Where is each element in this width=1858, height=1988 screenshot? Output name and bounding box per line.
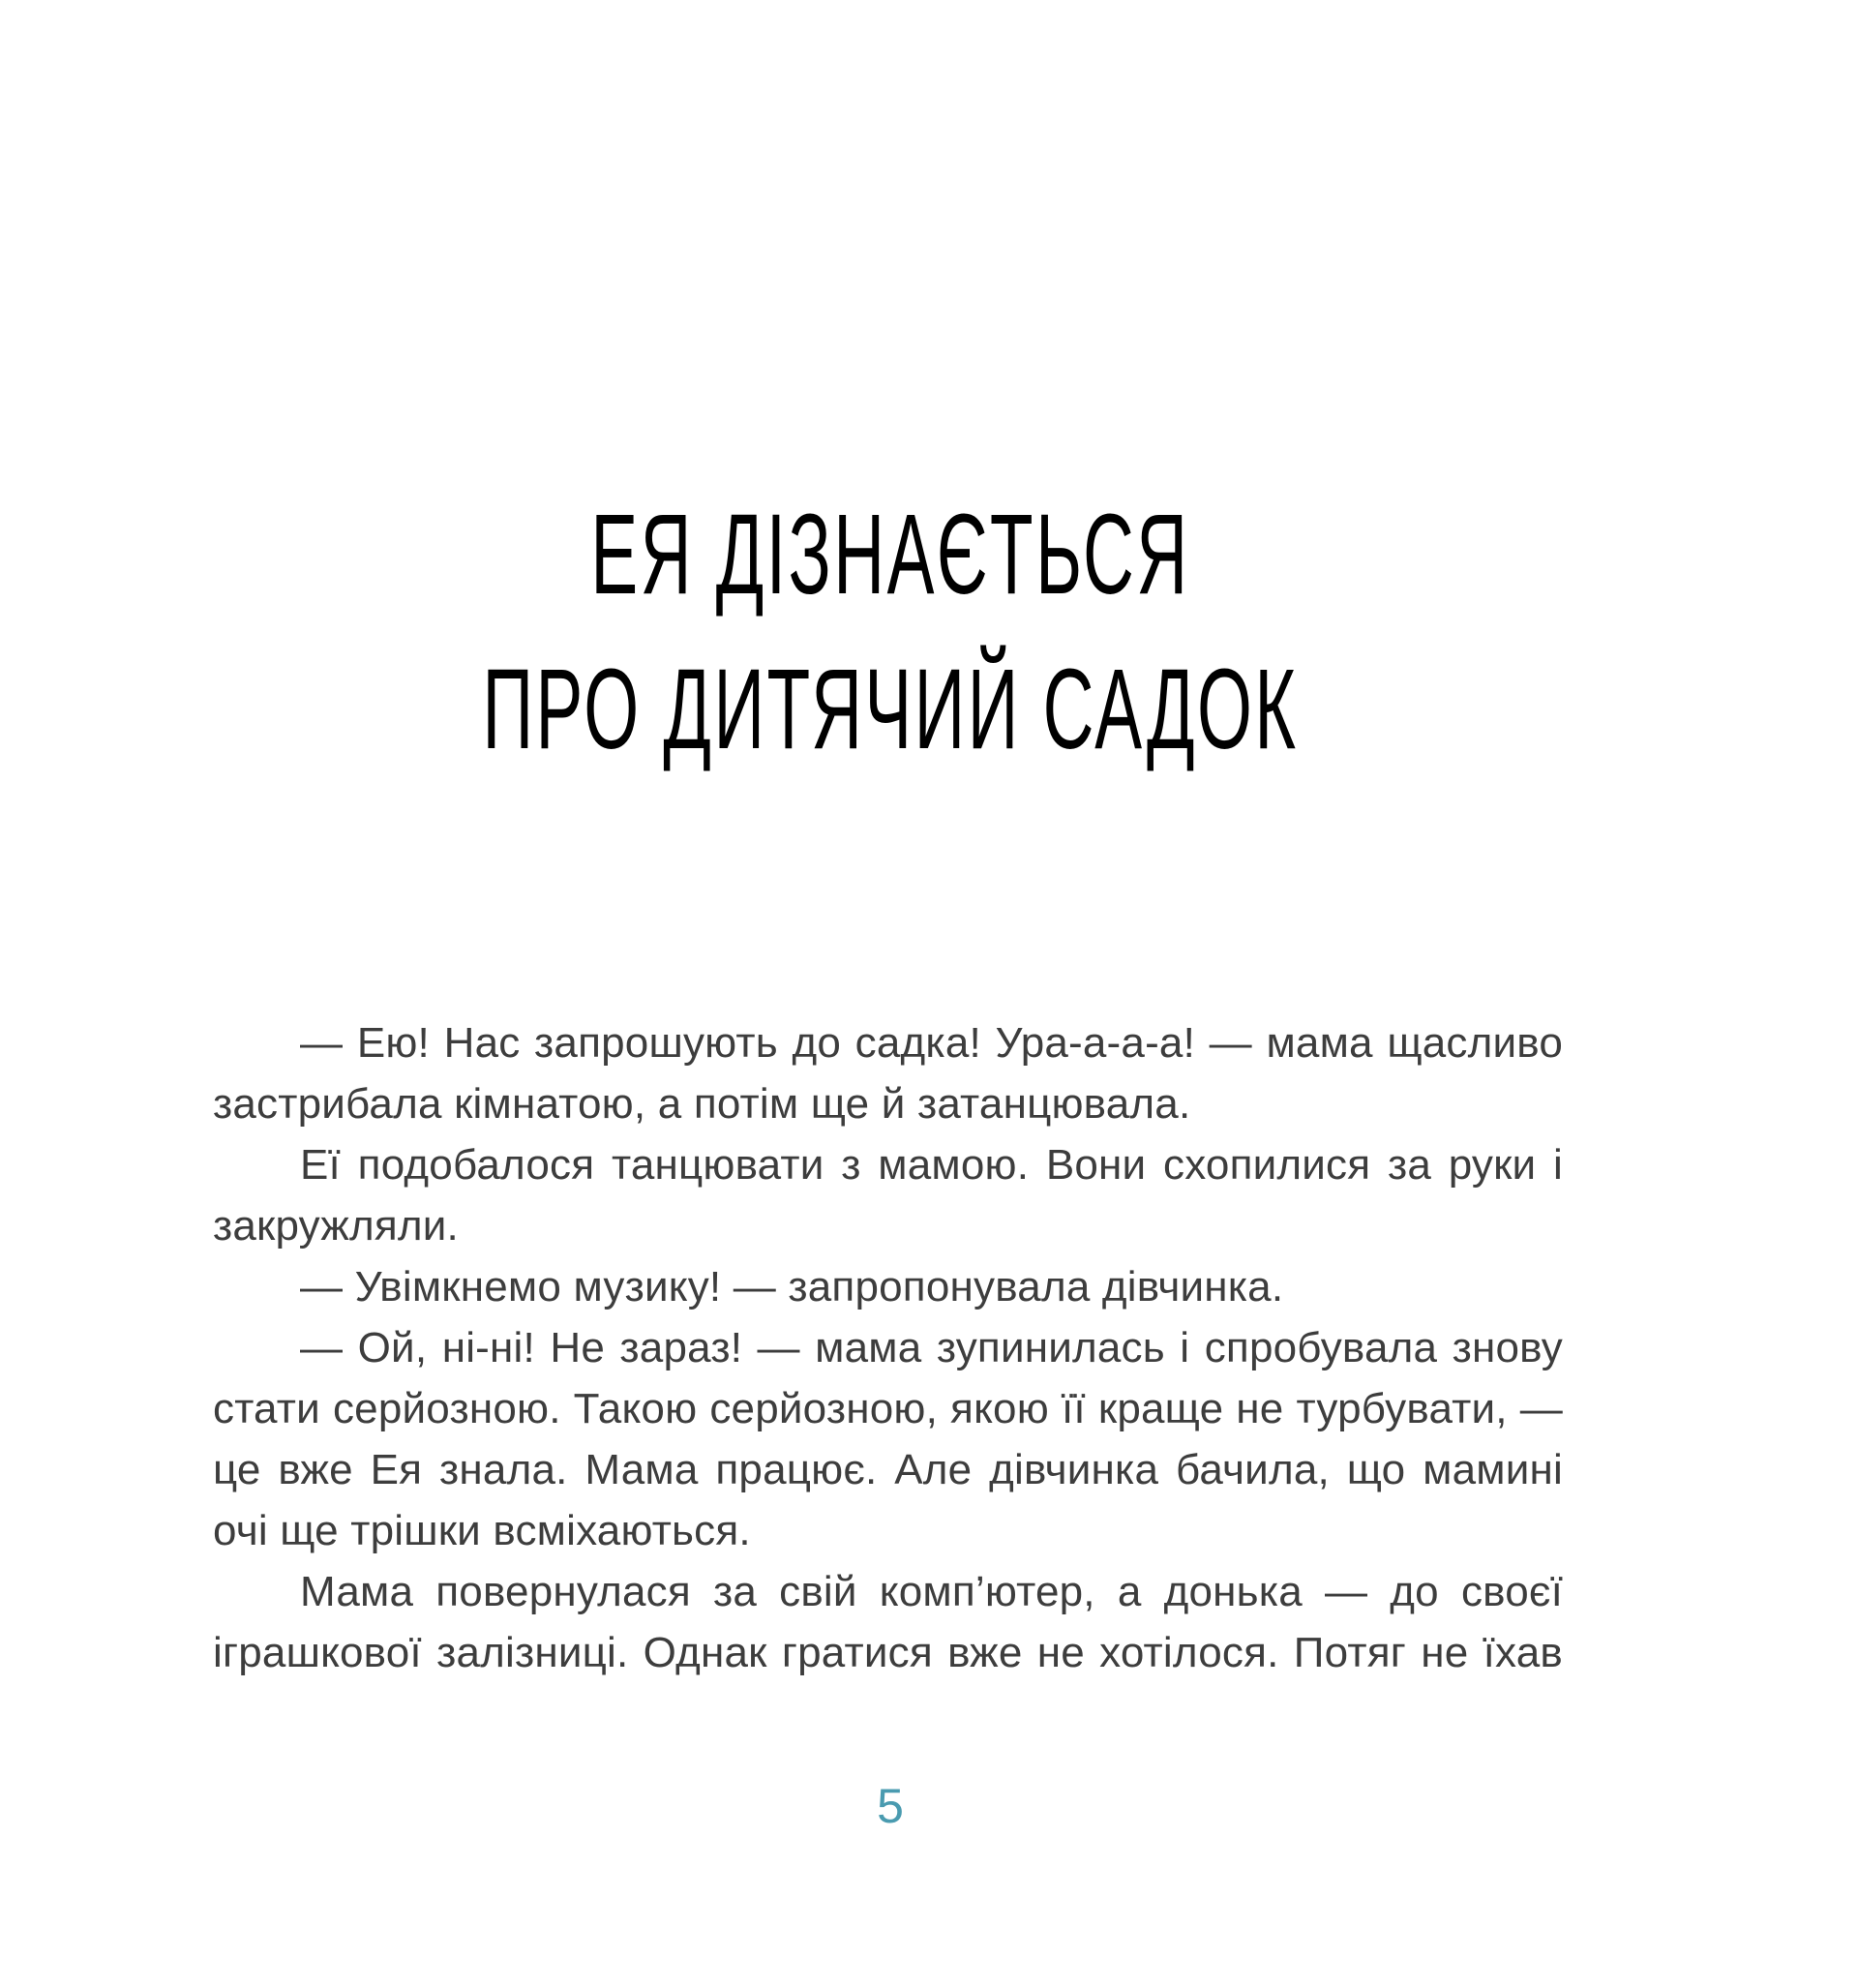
chapter-body bbox=[213, 1012, 1563, 1683]
page-number: 5 bbox=[877, 1779, 904, 1833]
paragraph: — Ой, ні-ні! Не зараз! — мама зупинилась і спробувала знову стати серйозною. Такою серйозною, якою її краще не турбувати, — це вже Ея знала. Мама працює. Але дівчинка бачила, що мамині очі ще трішки всміхаються. bbox=[213, 1324, 1563, 1554]
chapter-title-line-2: ПРО ДИТЯЧИЙ САДОК bbox=[482, 646, 1299, 773]
chapter-title-line-1: ЕЯ ДІЗНАЄТЬСЯ bbox=[590, 491, 1190, 618]
paragraph: Еї подобалося танцювати з мамою. Вони схопилися за руки і закружляли. bbox=[213, 1141, 1563, 1250]
paragraph: Мама повернулася за свій комп’ютер, а донька — до своєї іграшкової залізниці. Однак гратися вже не хотілося. Потяг не їхав bbox=[213, 1568, 1563, 1676]
paragraph: — Увімкнемо музику! — запропонувала дівчинка. bbox=[300, 1263, 1284, 1310]
chapter-title bbox=[0, 477, 1781, 787]
paragraph: — Ею! Нас запрошують до садка! Ура-а-а-а! — мама щасливо застрибала кімнатою, а потім ще й затанцювала. bbox=[213, 1019, 1563, 1128]
